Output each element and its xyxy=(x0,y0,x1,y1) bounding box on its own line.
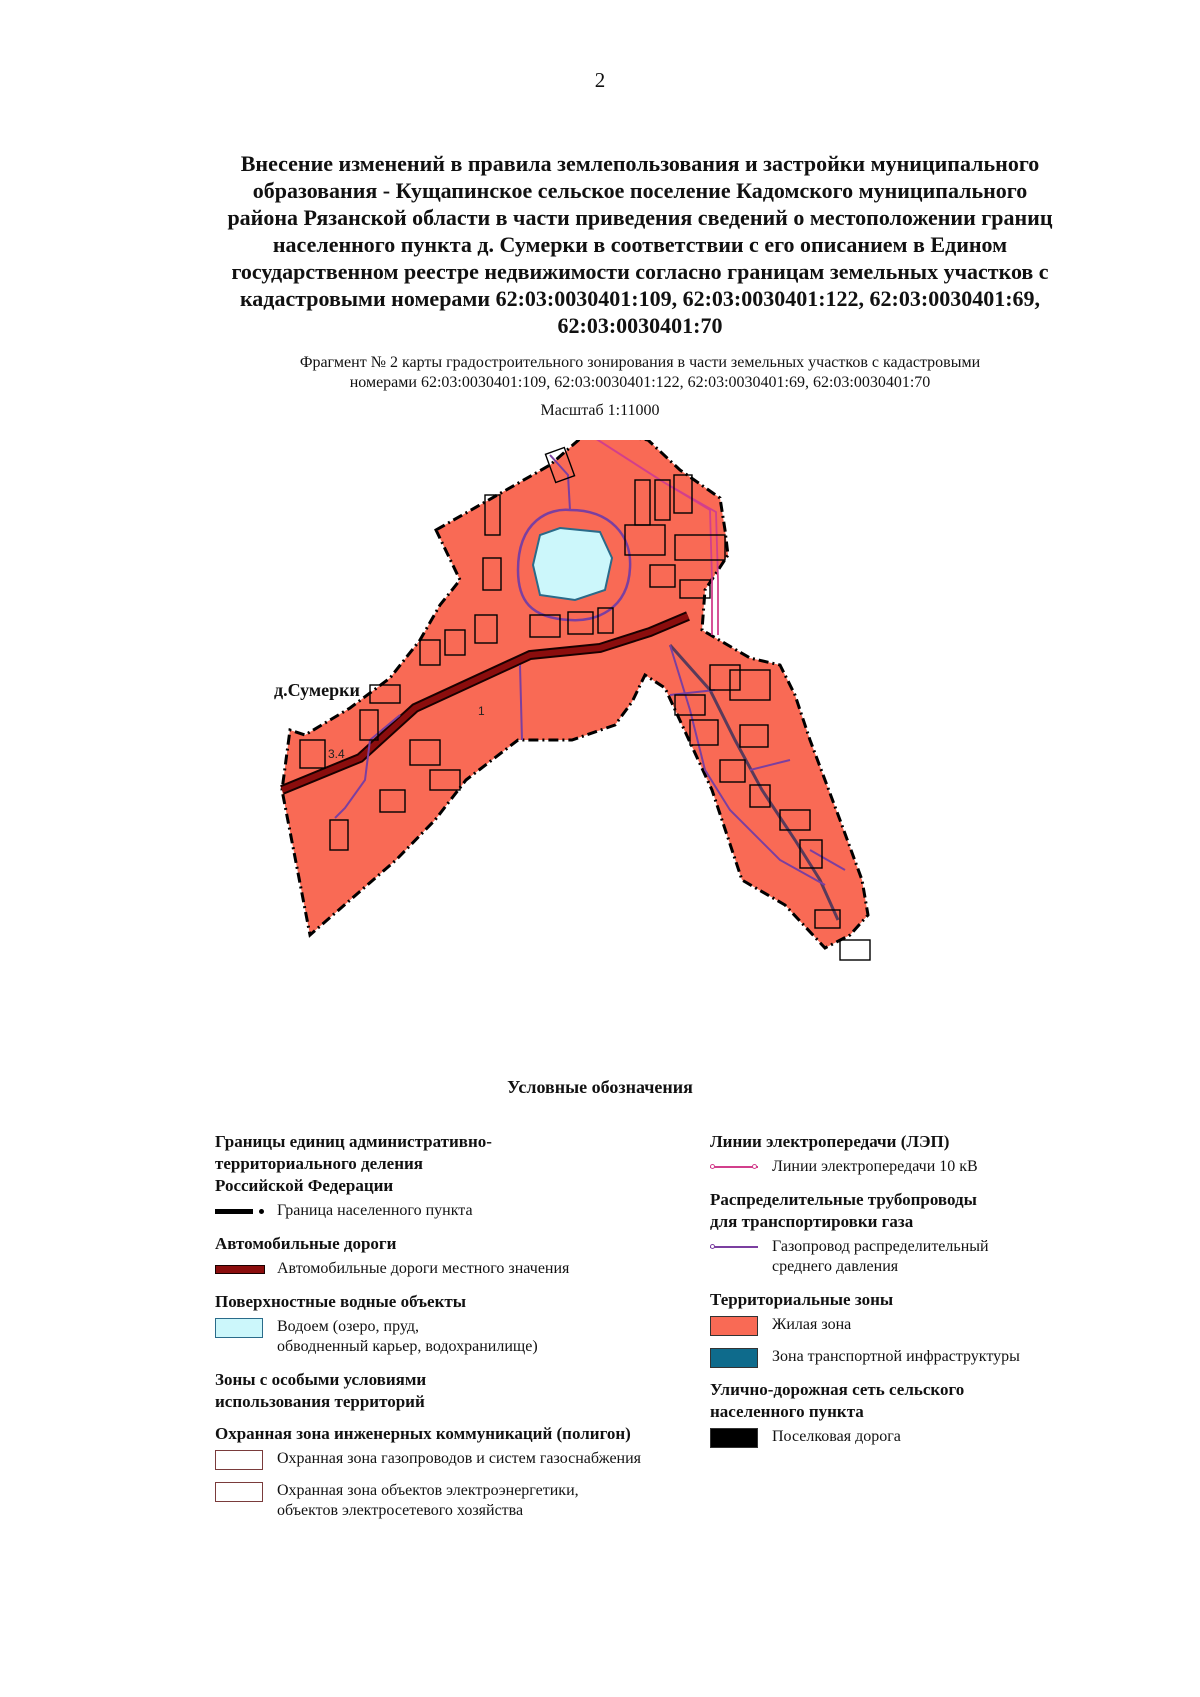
label-line: среднего давления xyxy=(772,1258,899,1275)
outline-swatch-icon xyxy=(215,1481,265,1501)
title-line: населенного пункта д. Сумерки в соответствии с его описанием в Едином xyxy=(272,232,1008,257)
zone-label-1: 1 xyxy=(478,704,485,718)
legend-label xyxy=(772,1237,989,1277)
legend-label: Автомобильные дороги местного значения xyxy=(277,1260,570,1277)
label-line: Газопровод распределительный xyxy=(772,1238,989,1255)
legend-item-reservoir xyxy=(215,1317,715,1357)
map-canvas xyxy=(250,440,990,1080)
legend-label: Зона транспортной инфраструктуры xyxy=(772,1348,1020,1365)
zone-label-3-4: 3.4 xyxy=(328,747,345,761)
legend-right-column xyxy=(710,1131,1110,1459)
legend-heading-protection: Охранная зона инженерных коммуникаций (полигон) xyxy=(215,1424,631,1443)
road-line-icon xyxy=(215,1259,265,1279)
legend-label xyxy=(277,1481,579,1521)
legend-item-residential xyxy=(710,1315,1110,1335)
heading-line: населенного пункта xyxy=(710,1402,864,1421)
border-line-icon xyxy=(215,1201,265,1221)
heading-line: использования территорий xyxy=(215,1392,425,1411)
page-number: 2 xyxy=(594,68,606,92)
legend-heading-gas xyxy=(710,1189,1110,1233)
legend-heading-zones: Территориальные зоны xyxy=(710,1290,894,1309)
heading-line: для транспортировки газа xyxy=(710,1212,914,1231)
power-line-icon xyxy=(710,1157,760,1177)
heading-line: Зоны с особыми условиями xyxy=(215,1370,427,1389)
label-line: Водоем (озеро, пруд, xyxy=(277,1318,420,1335)
subtitle-line: Фрагмент № 2 карты градостроительного зонирования в части земельных участков с кадастровыми xyxy=(299,354,981,371)
map-subtitle xyxy=(160,353,1120,393)
heading-line: Улично-дорожная сеть сельского xyxy=(710,1380,965,1399)
label-line: Охранная зона объектов электроэнергетики, xyxy=(277,1482,579,1499)
title-line: Внесение изменений в правила землепользования и застройки муниципального xyxy=(240,151,1040,176)
title-line: образования - Кущапинское сельское поселение Кадомского муниципального xyxy=(252,178,1028,203)
legend-item-gas-pipe xyxy=(710,1237,1110,1277)
document-title xyxy=(160,150,1120,339)
legend-heading-streets xyxy=(710,1379,1110,1423)
residential-swatch-icon xyxy=(710,1315,760,1335)
title-line: кадастровыми номерами 62:03:0030401:109, 62:03:0030401:122, 62:03:0030401:69, xyxy=(239,286,1041,311)
legend-heading-water: Поверхностные водные объекты xyxy=(215,1292,467,1311)
place-label: д.Сумерки xyxy=(274,680,360,700)
title-line: 62:03:0030401:70 xyxy=(557,313,723,338)
transport-swatch-icon xyxy=(710,1347,760,1367)
legend-title: Условные обозначения xyxy=(507,1077,693,1097)
legend-heading-power: Линии электропередачи (ЛЭП) xyxy=(710,1132,950,1151)
legend-label: Поселковая дорога xyxy=(772,1428,901,1445)
heading-line: территориального деления xyxy=(215,1154,424,1173)
legend-item-gas-protection xyxy=(215,1449,715,1469)
heading-line: Границы единиц административно- xyxy=(215,1132,492,1151)
heading-line: Распределительные трубопроводы xyxy=(710,1190,977,1209)
water-swatch-icon xyxy=(215,1317,265,1337)
village-road-swatch-icon xyxy=(710,1427,760,1447)
legend-label: Охранная зона газопроводов и систем газоснабжения xyxy=(277,1450,642,1467)
legend-label: Жилая зона xyxy=(772,1316,852,1333)
pond xyxy=(533,528,612,600)
heading-line: Российской Федерации xyxy=(215,1176,394,1195)
legend-label: Граница населенного пункта xyxy=(277,1202,473,1219)
legend-item-settlement-border xyxy=(215,1201,715,1221)
legend-label xyxy=(277,1317,538,1357)
outline-swatch-icon xyxy=(215,1449,265,1469)
legend-item-power-protection xyxy=(215,1481,715,1521)
legend-label: Линии электропередачи 10 кВ xyxy=(772,1158,978,1175)
legend-item-transport xyxy=(710,1347,1110,1367)
title-line: района Рязанской области в части приведения сведений о местоположении границ xyxy=(227,205,1053,230)
building xyxy=(840,940,870,960)
legend-left-column xyxy=(215,1131,715,1533)
legend-heading-special-zones xyxy=(215,1369,715,1413)
legend-heading-roads: Автомобильные дороги xyxy=(215,1234,397,1253)
label-line: обводненный карьер, водохранилище) xyxy=(277,1338,538,1355)
zoning-map xyxy=(250,440,990,1080)
legend-item-village-road xyxy=(710,1427,1110,1447)
map-scale: Масштаб 1:11000 xyxy=(540,402,660,419)
gas-line-icon xyxy=(710,1237,760,1257)
title-line: государственном реестре недвижимости согласно границам земельных участков с xyxy=(231,259,1049,284)
subtitle-line: номерами 62:03:0030401:109, 62:03:0030401:122, 62:03:0030401:69, 62:03:0030401:70 xyxy=(349,374,931,391)
legend-item-local-road xyxy=(215,1259,715,1279)
legend-item-power-line xyxy=(710,1157,1110,1177)
label-line: объектов электросетевого хозяйства xyxy=(277,1502,524,1519)
legend-heading-admin xyxy=(215,1131,715,1197)
